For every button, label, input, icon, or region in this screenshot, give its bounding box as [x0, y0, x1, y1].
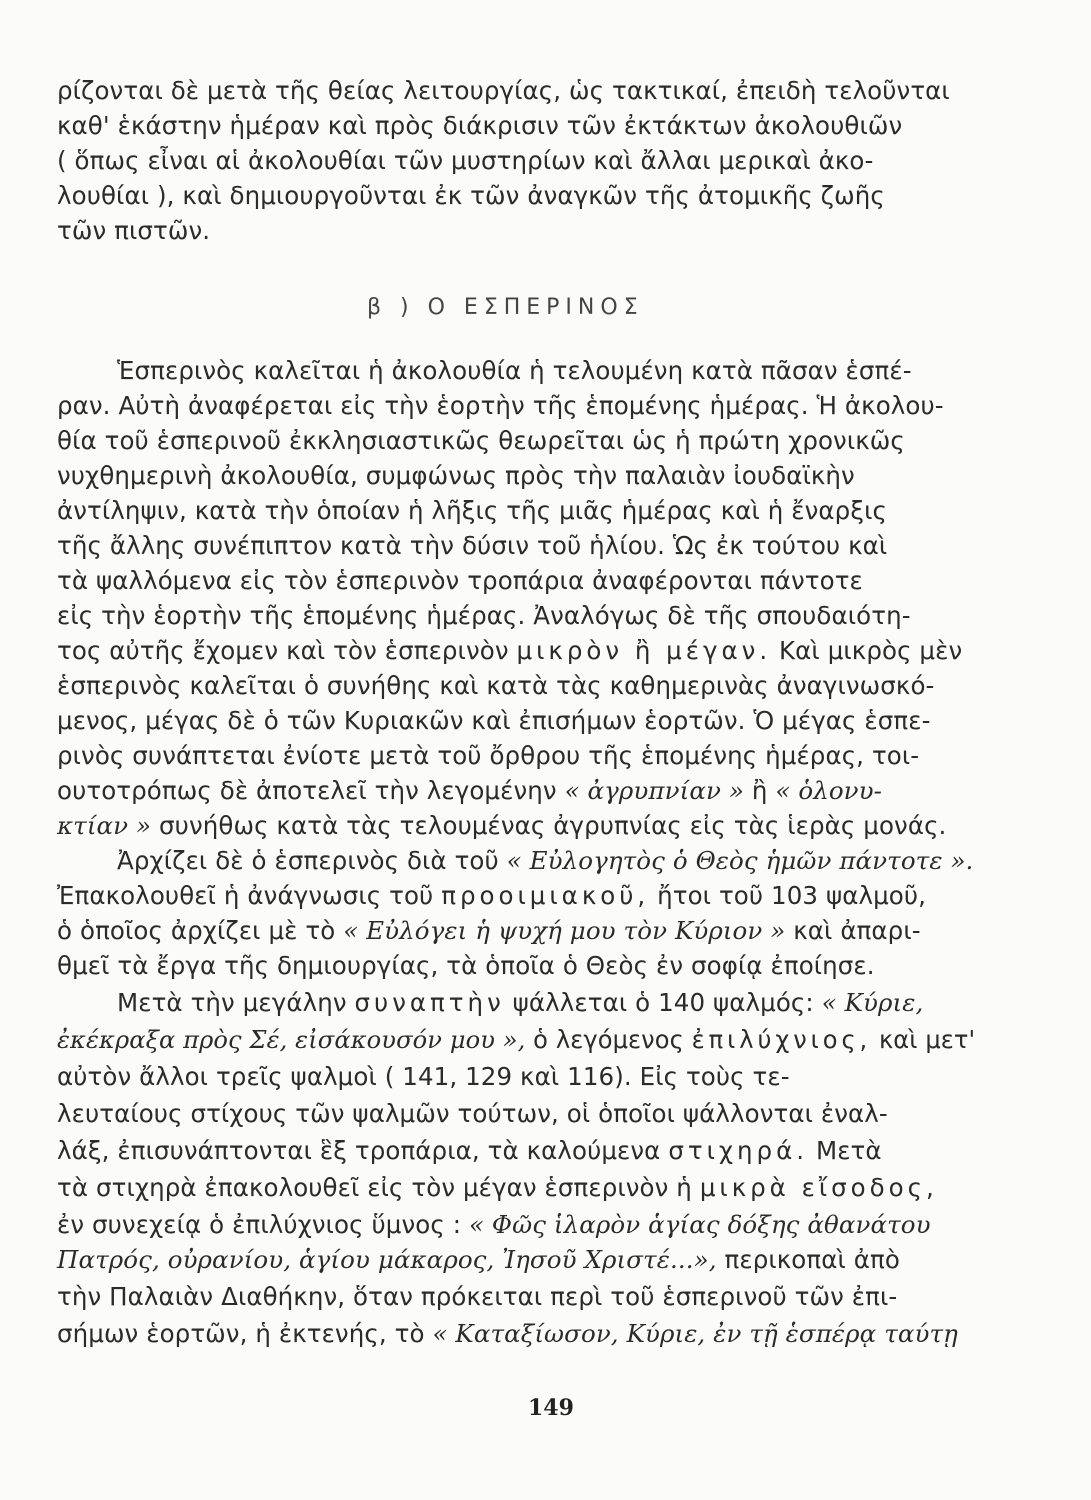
text-run: Μετὰ τὴν μεγάλην [117, 988, 347, 1017]
text-line: ἑσπερινὸς καλεῖται ὁ συνήθης καὶ κατὰ τὰς καθημερινὰς ἀναγινωσκό- [57, 671, 935, 700]
text-line: αὐτὸν ἄλλοι τρεῖς ψαλμοὶ ( 141, 129 καὶ 116). Εἰς τοὺς τε- [57, 1062, 790, 1091]
italic-term: κτίαν » [57, 811, 152, 840]
text-line: καθ' ἑκάστην ἡμέραν καὶ πρὸς διάκρισιν τῶν ἐκτάκτων ἀκολουθιῶν [57, 111, 903, 140]
text-line [57, 1319, 958, 1349]
text-run: τος αὐτῆς ἔχομεν καὶ τὸν ἑσπερινὸν [57, 636, 509, 665]
text-line [57, 811, 946, 841]
text-line [117, 846, 973, 876]
spaced-term: προοιμιακοῦ, [441, 881, 650, 910]
text-line [57, 916, 921, 946]
text-line: θμεῖ τὰ ἔργα τῆς δημιουργίας, τὰ ὁποῖα ὁ Θεὸς ἐν σοφίᾳ ἐποίησε. [57, 951, 875, 980]
italic-quote: Πατρός, οὐρανίου, ἁγίου μάκαρος, Ἰησοῦ Χριστέ...», [57, 1245, 717, 1274]
text-line [57, 1210, 931, 1240]
text-run: ἐν συνεχείᾳ ὁ ἐπιλύχνιος ὕμνος : [57, 1210, 462, 1239]
text-line: εἰς τὴν ἑορτὴν τῆς ἑπομένης ἡμέρας. Ἀναλόγως δὲ τῆς σπουδαιότη- [57, 601, 911, 630]
text-line [57, 636, 962, 666]
text-line: ( ὅπως εἶναι αἱ ἀκολουθίαι τῶν μυστηρίων καὶ ἄλλαι μερικαὶ ἀκο- [57, 146, 874, 175]
text-run: Μετὰ [815, 1136, 882, 1165]
text-run: Ἀρχίζει δὲ ὁ ἑσπερινὸς διὰ τοῦ [117, 846, 499, 875]
text-line: ἀντίληψιν, κατὰ τὴν ὁποίαν ἡ λῆξις τῆς μιᾶς ἡμέρας καὶ ἡ ἔναρξις [57, 496, 887, 525]
spaced-term: ἐπιλύχνιος, [691, 1025, 872, 1054]
text-run: Καὶ μικρὸς μὲν [779, 636, 963, 665]
text-run: σήμων ἑορτῶν, ἡ ἐκτενής, τὸ [57, 1319, 425, 1348]
text-line: τὰ ψαλλόμενα εἰς τὸν ἑσπερινὸν τροπάρια ἀναφέρονται πάντοτε [57, 566, 863, 595]
text-run: λάξ, ἐπισυνάπτονται ἓξ τροπάρια, τὰ καλούμενα [57, 1136, 661, 1165]
text-line: Ἑσπερινὸς καλεῖται ἡ ἀκολουθία ἡ τελουμένη κατὰ πᾶσαν ἑσπέ- [117, 356, 912, 385]
italic-quote: « Φῶς ἱλαρὸν ἁγίας δόξης ἀθανάτου [468, 1210, 931, 1239]
text-line: ρίζονται δὲ μετὰ τῆς θείας λειτουργίας, ὡς τακτικαί, ἐπειδὴ τελοῦνται [57, 76, 950, 105]
italic-term: « ἀγρυπνίαν » [564, 776, 744, 805]
spaced-term: συναπτὴν [354, 988, 505, 1017]
text-run: ὁ ὁποῖος ἀρχίζει μὲ τὸ [57, 916, 336, 945]
italic-quote: « Καταξίωσον, Κύριε, ἐν τῇ ἑσπέρᾳ ταύτῃ [432, 1319, 958, 1348]
text-line [57, 1245, 900, 1275]
text-line: νυχθημερινὴ ἀκολουθία, συμφώνως πρὸς τὴν παλαιὰν ἰουδαϊκὴν [57, 461, 855, 490]
text-line [57, 881, 926, 911]
text-line: μενος, μέγας δὲ ὁ τῶν Κυριακῶν καὶ ἐπισήμων ἑορτῶν. Ὁ μέγας ἑσπε- [57, 706, 931, 735]
section-heading: β ) Ο ΕΣΠΕΡΙΝΟΣ [367, 295, 644, 320]
text-run: ὁ λεγόμενος [533, 1025, 684, 1054]
spaced-term: μικρὰ εἴσοδος, [699, 1173, 938, 1202]
text-line [117, 988, 923, 1018]
text-line [57, 776, 882, 806]
text-line: ραν. Αὐτὴ ἀναφέρεται εἰς τὴν ἑορτὴν τῆς ἑπομένης ἡμέρας. Ἡ ἀκολου- [57, 391, 944, 420]
text-run: ουτοτρόπως δὲ ἀποτελεῖ τὴν λεγομένην [57, 776, 557, 805]
text-line: τῶν πιστῶν. [57, 216, 211, 245]
text-line: λευταίους στίχους τῶν ψαλμῶν τούτων, οἱ ὁποῖοι ψάλλονται ἐναλ- [57, 1099, 888, 1128]
text-line: ρινὸς συνάπτεται ἐνίοτε μετὰ τοῦ ὄρθρου τῆς ἑπομένης ἡμέρας, τοι- [57, 741, 920, 770]
text-line: θία τοῦ ἑσπερινοῦ ἐκκλησιαστικῶς θεωρεῖται ὡς ἡ πρώτη χρονικῶς [57, 426, 905, 455]
text-run: ἤτοι τοῦ 103 ψαλμοῦ, [657, 881, 927, 910]
text-run: τὰ στιχηρὰ ἐπακολουθεῖ εἰς τὸν μέγαν ἑσπερινὸν ἡ [57, 1173, 692, 1202]
text-run: συνήθως κατὰ τὰς τελουμένας ἀγρυπνίας εἰς τὰς ἱερὰς μονάς. [159, 811, 947, 840]
text-line [57, 1173, 938, 1203]
text-line [57, 1136, 882, 1166]
text-line: τὴν Παλαιὰν Διαθήκην, ὅταν πρόκειται περὶ τοῦ ἑσπερινοῦ τῶν ἐπι- [57, 1282, 898, 1311]
text-line: τῆς ἄλλης συνέπιπτον κατὰ τὴν δύσιν τοῦ ἡλίου. Ὡς ἐκ τούτου καὶ [57, 531, 888, 560]
spaced-term: μικρὸν ἢ μέγαν. [516, 636, 772, 665]
text-run: περικοπαὶ ἀπὸ [724, 1245, 900, 1274]
italic-quote: ἐκέκραξα πρὸς Σέ, εἰσάκουσόν μου », [57, 1025, 526, 1054]
spaced-term: στιχηρά. [668, 1136, 809, 1165]
italic-term: « ὁλονυ- [775, 776, 883, 805]
page-number: 149 [528, 1395, 574, 1421]
text-run: καὶ μετ' [878, 1025, 976, 1054]
text-run: καὶ ἀπαρι- [793, 916, 921, 945]
italic-quote: « Κύριε, [821, 988, 924, 1017]
text-line [57, 1025, 975, 1055]
text-line: λουθίαι ), καὶ δημιουργοῦνται ἐκ τῶν ἀναγκῶν τῆς ἀτομικῆς ζωῆς [57, 181, 885, 210]
italic-quote: « Εὐλογητὸς ὁ Θεὸς ἡμῶν πάντοτε ». [506, 846, 974, 875]
italic-quote: « Εὐλόγει ἡ ψυχή μου τὸν Κύριον » [343, 916, 786, 945]
text-run: ψάλλεται ὁ 140 ψαλμός: [512, 988, 814, 1017]
text-run: Ἐπακολουθεῖ ἡ ἀνάγνωσις τοῦ [57, 881, 434, 910]
text-run: ἢ [751, 776, 768, 805]
